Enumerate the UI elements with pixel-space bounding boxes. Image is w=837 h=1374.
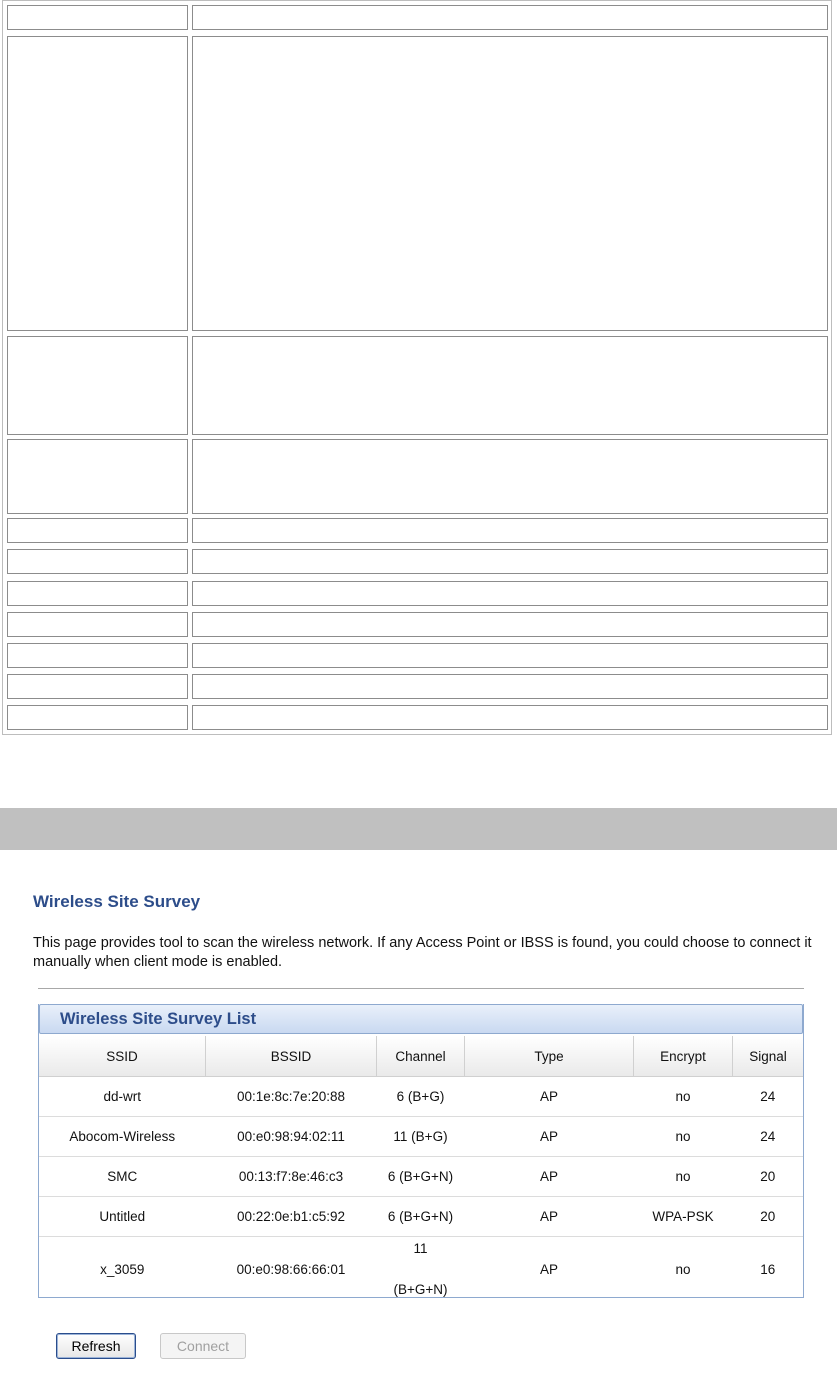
table-cell <box>192 36 828 331</box>
table-cell <box>7 549 188 574</box>
bssid-cell: 00:e0:98:66:66:01 <box>236 1261 346 1277</box>
section-divider-band <box>0 808 837 850</box>
table-row[interactable] <box>39 1117 803 1157</box>
column-header-channel: Channel <box>377 1036 465 1077</box>
channel-mode: (B+G+N) <box>393 1282 448 1297</box>
column-header-bssid: BSSID <box>206 1036 377 1077</box>
type-cell: AP <box>465 1157 634 1197</box>
refresh-button[interactable]: Refresh <box>56 1333 136 1359</box>
channel-cell: 11 (B+G) <box>377 1117 465 1157</box>
type-cell: AP <box>539 1261 558 1277</box>
table-cell <box>192 518 828 543</box>
table-cell <box>7 518 188 543</box>
type-cell: AP <box>465 1197 634 1237</box>
table-cell <box>7 612 188 637</box>
channel-cell: 6 (B+G+N) <box>377 1197 465 1237</box>
ssid-cell: dd-wrt <box>39 1077 206 1117</box>
table-cell <box>7 674 188 699</box>
signal-cell: 24 <box>733 1077 804 1117</box>
ssid-cell: x_3059 <box>100 1261 145 1277</box>
encrypt-cell: no <box>634 1157 733 1197</box>
page-title: Wireless Site Survey <box>33 892 201 911</box>
column-header-encrypt: Encrypt <box>634 1036 733 1077</box>
page-description: This page provides tool to scan the wireless network. If any Access Point or IBSS is found, you could choose to connect it manually when client mode is enabled. <box>33 935 812 970</box>
type-cell: AP <box>465 1077 634 1117</box>
table-row <box>7 705 828 730</box>
encrypt-cell: WPA-PSK <box>634 1197 733 1237</box>
table-row <box>7 439 828 514</box>
signal-cell: 20 <box>733 1157 804 1197</box>
table-cell <box>7 581 188 606</box>
panel-header <box>39 1004 803 1034</box>
type-cell: AP <box>465 1117 634 1157</box>
signal-cell: 20 <box>733 1197 804 1237</box>
channel-number: 11 <box>413 1241 428 1256</box>
table-row[interactable] <box>39 1237 803 1302</box>
table-cell <box>7 36 188 331</box>
encrypt-cell: no <box>675 1261 691 1277</box>
table-cell <box>192 643 828 668</box>
encrypt-cell: no <box>634 1077 733 1117</box>
table-row <box>7 518 828 543</box>
table-cell <box>192 674 828 699</box>
connect-button[interactable]: Connect <box>160 1333 246 1359</box>
table-row <box>7 5 828 30</box>
channel-cell <box>377 1237 465 1302</box>
table-row <box>7 612 828 637</box>
signal-cell: 16 <box>760 1261 776 1277</box>
table-row <box>7 581 828 606</box>
ssid-cell: Untitled <box>39 1197 206 1237</box>
table-row[interactable] <box>39 1197 803 1237</box>
table-row[interactable] <box>39 1157 803 1197</box>
table-cell <box>192 549 828 574</box>
table-cell <box>7 705 188 730</box>
table-cell <box>192 439 828 514</box>
channel-cell: 6 (B+G+N) <box>377 1157 465 1197</box>
bssid-cell: 00:22:0e:b1:c5:92 <box>206 1197 377 1237</box>
table-row <box>7 36 828 331</box>
table-cell <box>7 336 188 435</box>
site-survey-panel <box>38 1004 804 1298</box>
channel-cell: 6 (B+G) <box>377 1077 465 1117</box>
table-cell <box>192 705 828 730</box>
column-header-type: Type <box>465 1036 634 1077</box>
column-header-ssid: SSID <box>39 1036 206 1077</box>
empty-spec-table <box>2 0 832 735</box>
table-header-row <box>39 1036 803 1077</box>
table-row <box>7 336 828 435</box>
bssid-cell: 00:1e:8c:7e:20:88 <box>206 1077 377 1117</box>
table-row <box>7 549 828 574</box>
table-row[interactable] <box>39 1077 803 1117</box>
table-cell <box>192 612 828 637</box>
table-cell <box>7 439 188 514</box>
table-cell <box>7 5 188 30</box>
table-row <box>7 674 828 699</box>
bssid-cell: 00:e0:98:94:02:11 <box>206 1117 377 1157</box>
encrypt-cell: no <box>634 1117 733 1157</box>
table-cell <box>192 5 828 30</box>
site-survey-table <box>39 1036 803 1301</box>
panel-title: Wireless Site Survey List <box>60 1010 257 1028</box>
bssid-cell: 00:13:f7:8e:46:c3 <box>206 1157 377 1197</box>
ssid-cell: SMC <box>39 1157 206 1197</box>
column-header-signal: Signal <box>733 1036 804 1077</box>
table-cell <box>192 336 828 435</box>
signal-cell: 24 <box>733 1117 804 1157</box>
divider <box>38 988 804 989</box>
table-cell <box>192 581 828 606</box>
table-row <box>7 643 828 668</box>
panel-bottom-border <box>39 1297 803 1298</box>
ssid-cell: Abocom-Wireless <box>39 1117 206 1157</box>
table-cell <box>7 643 188 668</box>
